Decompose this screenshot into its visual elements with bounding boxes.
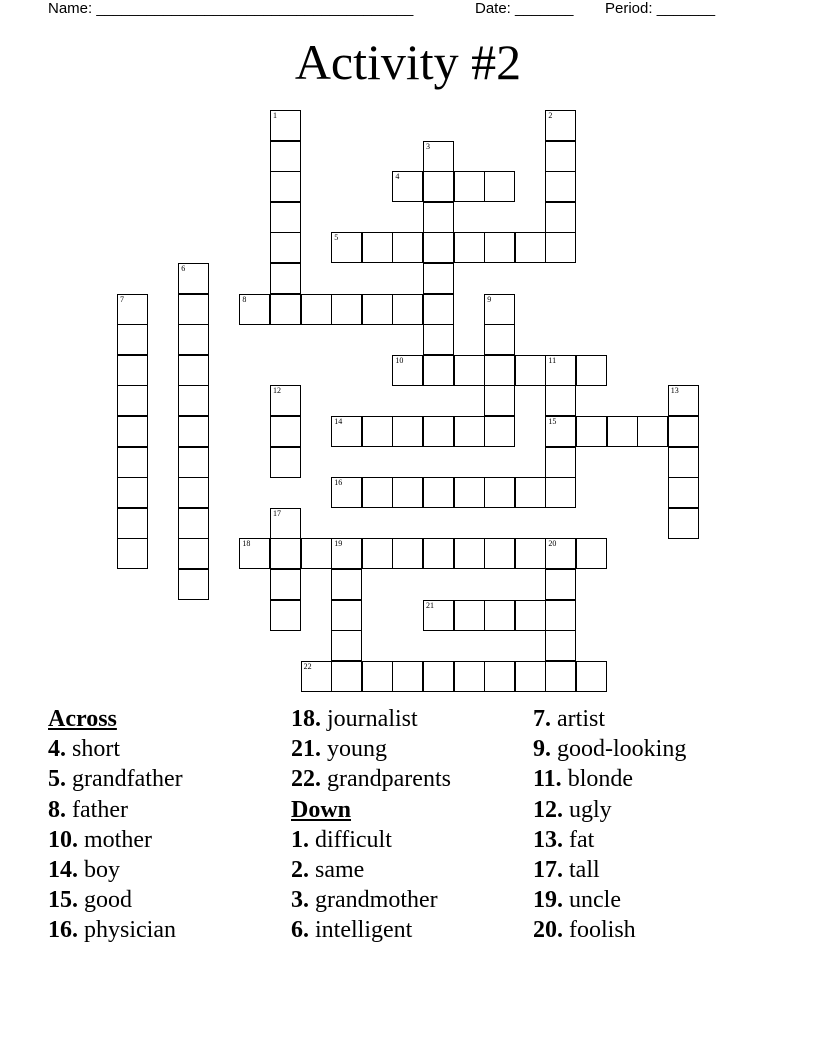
crossword-cell[interactable]: [178, 538, 209, 569]
crossword-cell[interactable]: [392, 171, 423, 202]
crossword-cell[interactable]: [178, 508, 209, 539]
crossword-cell[interactable]: [178, 294, 209, 325]
clue-number: 10.: [48, 826, 78, 853]
crossword-cell[interactable]: [270, 569, 301, 600]
crossword-cell[interactable]: [607, 416, 638, 447]
clue-number: 8.: [48, 796, 66, 823]
crossword-cell[interactable]: [454, 232, 485, 263]
crossword-cell[interactable]: [484, 477, 515, 508]
crossword-cell[interactable]: [576, 355, 607, 386]
crossword-cell[interactable]: [362, 232, 393, 263]
crossword-cell[interactable]: [454, 477, 485, 508]
crossword-cell[interactable]: [484, 355, 515, 386]
crossword-cell[interactable]: [515, 355, 546, 386]
clue-text: good-looking: [557, 736, 687, 763]
clue-text: father: [72, 796, 128, 823]
crossword-cell[interactable]: [545, 110, 576, 141]
crossword-cell[interactable]: [545, 661, 576, 692]
clue-number: 11.: [533, 766, 562, 793]
clue-number: 13.: [533, 826, 563, 853]
crossword-cell[interactable]: [270, 538, 301, 569]
crossword-cell[interactable]: [301, 538, 332, 569]
crossword-cell[interactable]: [515, 538, 546, 569]
crossword-cell[interactable]: [270, 294, 301, 325]
crossword-cell[interactable]: [301, 661, 332, 692]
crossword-cell[interactable]: [392, 477, 423, 508]
clue-text: fat: [569, 826, 595, 853]
crossword-cell[interactable]: [454, 355, 485, 386]
clue-number-label: 2: [548, 111, 553, 120]
clue-item: [533, 764, 686, 794]
crossword-cell[interactable]: [545, 385, 576, 416]
clue-text: ugly: [569, 796, 612, 823]
clue-item: [533, 704, 686, 734]
clue-number: 4.: [48, 736, 66, 763]
clue-text: intelligent: [315, 917, 413, 944]
period-field[interactable]: Period: _______: [605, 0, 716, 17]
clue-item: [48, 734, 183, 764]
crossword-cell[interactable]: [331, 630, 362, 661]
clue-number: 20.: [533, 917, 563, 944]
crossword-cell[interactable]: [545, 538, 576, 569]
crossword-cell[interactable]: [576, 416, 607, 447]
crossword-cell[interactable]: [576, 661, 607, 692]
crossword-cell[interactable]: [423, 661, 454, 692]
clue-item: [291, 704, 451, 734]
crossword-cell[interactable]: [484, 538, 515, 569]
crossword-cell[interactable]: [178, 569, 209, 600]
clue-number: 2.: [291, 857, 309, 884]
clue-number: 16.: [48, 917, 78, 944]
crossword-cell[interactable]: [545, 171, 576, 202]
crossword-cell[interactable]: [423, 141, 454, 172]
crossword-cell[interactable]: [362, 477, 393, 508]
crossword-cell[interactable]: [117, 447, 148, 478]
crossword-cell[interactable]: [484, 600, 515, 631]
crossword-cell[interactable]: [545, 141, 576, 172]
clue-number: 18.: [291, 706, 321, 732]
crossword-cell[interactable]: [576, 538, 607, 569]
clue-text: artist: [557, 706, 605, 732]
crossword-cell[interactable]: [270, 263, 301, 294]
clue-item: [48, 855, 183, 885]
clue-text: grandfather: [72, 766, 183, 793]
crossword-cell[interactable]: [423, 416, 454, 447]
crossword-cell[interactable]: [331, 569, 362, 600]
crossword-cell[interactable]: [117, 385, 148, 416]
crossword-cell[interactable]: [270, 447, 301, 478]
crossword-cell[interactable]: [423, 477, 454, 508]
crossword-cell[interactable]: [484, 324, 515, 355]
crossword-cell[interactable]: [270, 508, 301, 539]
clue-number: 3.: [291, 887, 309, 914]
clue-number-label: 13: [670, 386, 679, 396]
crossword-cell[interactable]: [545, 569, 576, 600]
crossword-cell[interactable]: [392, 355, 423, 386]
crossword-cell[interactable]: [239, 294, 270, 325]
crossword-cell[interactable]: [117, 477, 148, 508]
clue-text: uncle: [569, 887, 621, 914]
crossword-cell[interactable]: [423, 202, 454, 233]
clue-number-label: 4: [395, 172, 400, 182]
clue-text: difficult: [315, 826, 392, 853]
clue-item: [291, 855, 451, 885]
crossword-cell[interactable]: [454, 538, 485, 569]
crossword-cell[interactable]: [423, 171, 454, 202]
date-field[interactable]: Date: _______: [475, 0, 574, 17]
crossword-cell[interactable]: [637, 416, 668, 447]
crossword-cell[interactable]: [668, 416, 699, 447]
clue-item: [533, 855, 686, 885]
crossword-cell[interactable]: [545, 477, 576, 508]
crossword-cell[interactable]: [545, 630, 576, 661]
clue-text: young: [327, 736, 387, 763]
crossword-cell[interactable]: [545, 416, 576, 447]
clue-text: tall: [569, 857, 600, 884]
clue-item: [48, 825, 183, 855]
clue-number-label: 7: [120, 294, 124, 304]
clue-number: 21.: [291, 736, 321, 763]
clue-item: [48, 764, 183, 794]
crossword-cell[interactable]: [270, 110, 301, 141]
crossword-cell[interactable]: [668, 385, 699, 416]
crossword-cell[interactable]: [423, 232, 454, 263]
crossword-cell[interactable]: [545, 202, 576, 233]
crossword-cell[interactable]: [270, 416, 301, 447]
crossword-cell[interactable]: [454, 171, 485, 202]
clue-number-label: 16: [334, 478, 343, 488]
clue-number: 12.: [533, 796, 563, 823]
clue-item: [533, 825, 686, 855]
crossword-cell[interactable]: [178, 447, 209, 478]
clue-number: 22.: [291, 766, 321, 793]
crossword-cell[interactable]: [484, 171, 515, 202]
crossword-cell[interactable]: [668, 447, 699, 478]
clue-number: 6.: [291, 917, 309, 944]
crossword-cell[interactable]: [423, 324, 454, 355]
crossword-cell[interactable]: [178, 263, 209, 294]
crossword-cell[interactable]: [270, 171, 301, 202]
clue-item: [291, 915, 451, 945]
crossword-cell[interactable]: [423, 294, 454, 325]
clue-text: physician: [84, 917, 176, 944]
clue-text: short: [72, 736, 120, 763]
clue-number-label: 10: [395, 355, 404, 365]
clue-number: 7.: [533, 706, 551, 732]
clue-number-label: 19: [334, 539, 343, 549]
clue-item: [533, 915, 686, 945]
crossword-cell[interactable]: [454, 416, 485, 447]
crossword-cell[interactable]: [454, 661, 485, 692]
clue-item: [533, 795, 686, 825]
crossword-cell[interactable]: [545, 447, 576, 478]
crossword-cell[interactable]: [117, 538, 148, 569]
clue-text: blonde: [567, 766, 634, 793]
clue-text: good: [84, 887, 132, 914]
clue-number: 17.: [533, 857, 563, 884]
crossword-cell[interactable]: [423, 538, 454, 569]
crossword-cell[interactable]: [515, 600, 546, 631]
crossword-cell[interactable]: [331, 661, 362, 692]
clue-number: 9.: [533, 736, 551, 763]
crossword-cell[interactable]: [270, 232, 301, 263]
crossword-cell[interactable]: [668, 508, 699, 539]
crossword-cell[interactable]: [270, 385, 301, 416]
crossword-cell[interactable]: [362, 416, 393, 447]
clue-number-label: 5: [334, 233, 339, 243]
crossword-cell[interactable]: [484, 416, 515, 447]
crossword-cell[interactable]: [454, 600, 485, 631]
crossword-cell[interactable]: [117, 324, 148, 355]
crossword-cell[interactable]: [392, 661, 423, 692]
clue-item: [291, 825, 451, 855]
clue-number: 1.: [291, 826, 309, 853]
crossword-cell[interactable]: [178, 385, 209, 416]
crossword-cell[interactable]: [178, 477, 209, 508]
crossword-cell[interactable]: [331, 477, 362, 508]
crossword-cell[interactable]: [392, 416, 423, 447]
clue-number-label: 20: [548, 539, 557, 549]
crossword-cell[interactable]: [331, 294, 362, 325]
clue-column-2: [291, 704, 451, 946]
crossword-cell[interactable]: [545, 600, 576, 631]
crossword-cell[interactable]: [301, 294, 332, 325]
clue-item: [291, 764, 451, 794]
crossword-cell[interactable]: [484, 385, 515, 416]
clue-number-label: 18: [242, 539, 251, 549]
clue-item: [48, 885, 183, 915]
clue-number-label: 9: [487, 294, 492, 304]
crossword-cell[interactable]: [178, 416, 209, 447]
crossword-cell[interactable]: [392, 232, 423, 263]
crossword-cell[interactable]: [545, 232, 576, 263]
clue-item: [291, 734, 451, 764]
clue-number: 19.: [533, 887, 563, 914]
clue-heading-down: Down: [291, 796, 352, 823]
crossword-cell[interactable]: [362, 661, 393, 692]
clue-column-3: [533, 704, 686, 946]
clue-text: foolish: [569, 917, 636, 944]
clue-number: 5.: [48, 766, 66, 793]
crossword-cell[interactable]: [423, 600, 454, 631]
clue-text: grandparents: [327, 766, 451, 793]
crossword-cell[interactable]: [117, 355, 148, 386]
crossword-cell[interactable]: [331, 232, 362, 263]
clue-number-label: 1: [273, 111, 277, 120]
clue-number-label: 8: [242, 294, 247, 304]
crossword-cell[interactable]: [362, 538, 393, 569]
crossword-cell[interactable]: [423, 355, 454, 386]
crossword-cell[interactable]: [239, 538, 270, 569]
crossword-cell[interactable]: [545, 355, 576, 386]
clue-item: [48, 915, 183, 945]
crossword-cell[interactable]: [668, 477, 699, 508]
clue-item: [533, 734, 686, 764]
clue-item: [291, 885, 451, 915]
crossword-cell[interactable]: [515, 477, 546, 508]
crossword-cell[interactable]: [117, 416, 148, 447]
crossword-cell[interactable]: [484, 661, 515, 692]
crossword-cell[interactable]: [270, 202, 301, 233]
clue-text: same: [315, 857, 365, 884]
clue-text: boy: [84, 857, 120, 884]
crossword-cell[interactable]: [270, 600, 301, 631]
crossword-cell[interactable]: [270, 141, 301, 172]
crossword-cell[interactable]: [331, 416, 362, 447]
crossword-cell[interactable]: [178, 355, 209, 386]
clue-number-label: 21: [426, 600, 434, 610]
clue-item: [48, 795, 183, 825]
crossword-cell[interactable]: [515, 661, 546, 692]
crossword-cell[interactable]: [484, 294, 515, 325]
page-title: Activity #2: [294, 34, 522, 90]
clue-number-label: 14: [334, 417, 343, 426]
clue-item: [533, 885, 686, 915]
clue-column-1: [48, 704, 183, 946]
clue-text: grandmother: [315, 887, 438, 914]
crossword-cell[interactable]: [392, 538, 423, 569]
crossword-cell[interactable]: [515, 232, 546, 263]
crossword-cell[interactable]: [117, 508, 148, 539]
crossword-cell[interactable]: [178, 324, 209, 355]
clue-number-label: 6: [181, 264, 186, 273]
crossword-cell[interactable]: [331, 538, 362, 569]
crossword-cell[interactable]: [423, 263, 454, 294]
clue-text: journalist: [327, 706, 418, 732]
crossword-cell[interactable]: [392, 294, 423, 325]
clue-number-label: 12: [273, 386, 281, 396]
clue-text: mother: [84, 826, 152, 853]
clue-number-label: 22: [303, 661, 312, 671]
clue-number-label: 11: [548, 355, 557, 365]
clue-number-label: 3: [426, 141, 430, 151]
clue-number: 15.: [48, 887, 78, 914]
name-field[interactable]: Name: ______________________________________: [48, 0, 414, 17]
clue-number: 14.: [48, 857, 78, 884]
clue-number-label: 15: [548, 417, 557, 426]
crossword-cell[interactable]: [331, 600, 362, 631]
crossword-cell[interactable]: [362, 294, 393, 325]
crossword-cell[interactable]: [117, 294, 148, 325]
clue-heading-across: Across: [48, 706, 117, 732]
crossword-cell[interactable]: [484, 232, 515, 263]
clue-number-label: 17: [273, 508, 281, 518]
